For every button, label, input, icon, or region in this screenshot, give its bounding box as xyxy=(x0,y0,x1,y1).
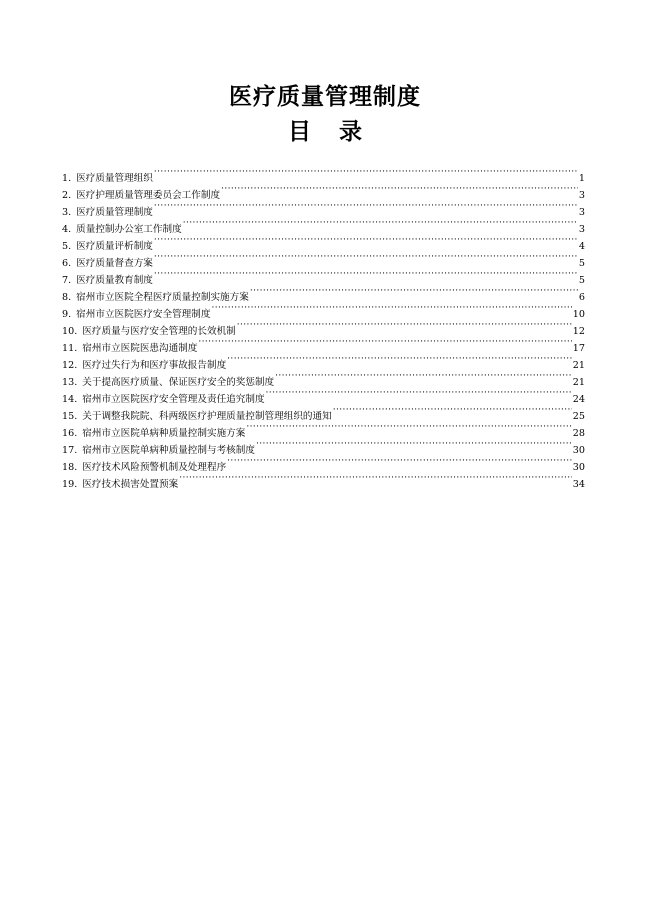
toc-dot-leader xyxy=(154,249,578,266)
toc-entry-title: 医疗质量管理制度 xyxy=(76,207,153,218)
toc-entry-number: 14. xyxy=(62,394,78,405)
heading-char-mu: 目 xyxy=(288,118,311,145)
table-of-contents xyxy=(62,164,585,490)
toc-entry-number: 2. xyxy=(62,190,72,201)
toc-entry-title: 医疗质量评析制度 xyxy=(76,241,153,252)
toc-entry-title: 质量控制办公室工作制度 xyxy=(76,224,182,235)
toc-entry-title: 医疗技术损害处置预案 xyxy=(82,479,179,490)
toc-entry-page: 10 xyxy=(572,309,585,320)
toc-dot-leader xyxy=(211,300,571,317)
toc-dot-leader xyxy=(333,402,572,419)
toc-entry-number: 19. xyxy=(62,479,78,490)
toc-entry-title: 宿州市立医院单病种质量控制实施方案 xyxy=(82,428,246,439)
toc-dot-leader xyxy=(250,283,578,300)
toc-entry-number: 6. xyxy=(62,258,72,269)
toc-dot-leader xyxy=(179,470,572,487)
toc-entry-number: 17. xyxy=(62,445,78,456)
toc-entry-page: 12 xyxy=(572,326,585,337)
toc-dot-leader xyxy=(198,334,571,351)
toc-entry-page: 24 xyxy=(572,394,585,405)
toc-entry-number: 18. xyxy=(62,462,78,473)
toc-dot-leader xyxy=(154,164,578,181)
toc-entry-page: 21 xyxy=(572,377,585,388)
toc-entry-number: 4. xyxy=(62,224,72,235)
toc-entry-page: 30 xyxy=(572,462,585,473)
toc-entry-page: 28 xyxy=(572,428,585,439)
table-of-contents-heading xyxy=(0,117,650,147)
toc-entry-page: 5 xyxy=(578,275,585,286)
toc-entry-number: 13. xyxy=(62,377,78,388)
toc-entry-page: 17 xyxy=(572,343,585,354)
toc-entry-number: 5. xyxy=(62,241,72,252)
toc-entry-page: 21 xyxy=(572,360,585,371)
toc-entry-title: 关于调整我院院、科两级医疗护理质量控制管理组织的通知 xyxy=(82,411,332,422)
toc-entry-number: 16. xyxy=(62,428,78,439)
toc-dot-leader xyxy=(275,368,572,385)
toc-dot-leader xyxy=(154,198,578,215)
toc-entry-title: 医疗护理质量管理委员会工作制度 xyxy=(76,190,221,201)
toc-entry-number: 1. xyxy=(62,173,72,184)
toc-entry-number: 3. xyxy=(62,207,72,218)
toc-entry-number: 11. xyxy=(62,343,78,354)
toc-entry-title: 医疗质量管理组织 xyxy=(76,173,153,184)
toc-entry-title: 宿州市立医院医疗安全管理及责任追究制度 xyxy=(82,394,265,405)
toc-entry[interactable] xyxy=(62,164,585,184)
toc-dot-leader xyxy=(154,232,578,249)
toc-entry-title: 医疗质量与医疗安全管理的长效机制 xyxy=(82,326,236,337)
toc-dot-leader xyxy=(256,436,572,453)
toc-entry-page: 4 xyxy=(578,241,585,252)
toc-entry-page: 3 xyxy=(578,224,585,235)
toc-entry-number: 12. xyxy=(62,360,78,371)
toc-entry-title: 医疗过失行为和医疗事故报告制度 xyxy=(82,360,227,371)
toc-entry-page: 6 xyxy=(578,292,585,303)
toc-entry-title: 医疗质量教育制度 xyxy=(76,275,153,286)
toc-entry-title: 宿州市立医院全程医疗质量控制实施方案 xyxy=(76,292,249,303)
toc-entry-number: 9. xyxy=(62,309,72,320)
toc-entry-number: 7. xyxy=(62,275,72,286)
toc-entry-page: 5 xyxy=(578,258,585,269)
toc-dot-leader xyxy=(154,266,578,283)
toc-dot-leader xyxy=(183,215,578,232)
toc-entry-number: 10. xyxy=(62,326,78,337)
toc-entry-page: 1 xyxy=(578,173,585,184)
toc-entry-page: 34 xyxy=(572,479,585,490)
toc-entry-number: 8. xyxy=(62,292,72,303)
toc-dot-leader xyxy=(237,317,572,334)
toc-entry-title: 医疗质量督查方案 xyxy=(76,258,153,269)
toc-entry-title: 宿州市立医院医患沟通制度 xyxy=(82,343,198,354)
toc-dot-leader xyxy=(227,453,572,470)
toc-entry-page: 3 xyxy=(578,190,585,201)
toc-entry-title: 宿州市立医院单病种质量控制与考核制度 xyxy=(82,445,255,456)
toc-entry-page: 3 xyxy=(578,207,585,218)
toc-dot-leader xyxy=(266,385,572,402)
toc-entry-title: 医疗技术风险预警机制及处理程序 xyxy=(82,462,227,473)
toc-dot-leader xyxy=(221,181,578,198)
document-title: 医疗质量管理制度 xyxy=(229,83,421,110)
toc-entry-title: 宿州市立医院医疗安全管理制度 xyxy=(76,309,211,320)
heading-char-lu: 录 xyxy=(339,118,362,145)
toc-entry-page: 25 xyxy=(572,411,585,422)
toc-entry-page: 30 xyxy=(572,445,585,456)
toc-dot-leader xyxy=(246,419,571,436)
toc-dot-leader xyxy=(227,351,572,368)
toc-entry-title: 关于提高医疗质量、保证医疗安全的奖惩制度 xyxy=(82,377,275,388)
toc-entry-number: 15. xyxy=(62,411,78,422)
